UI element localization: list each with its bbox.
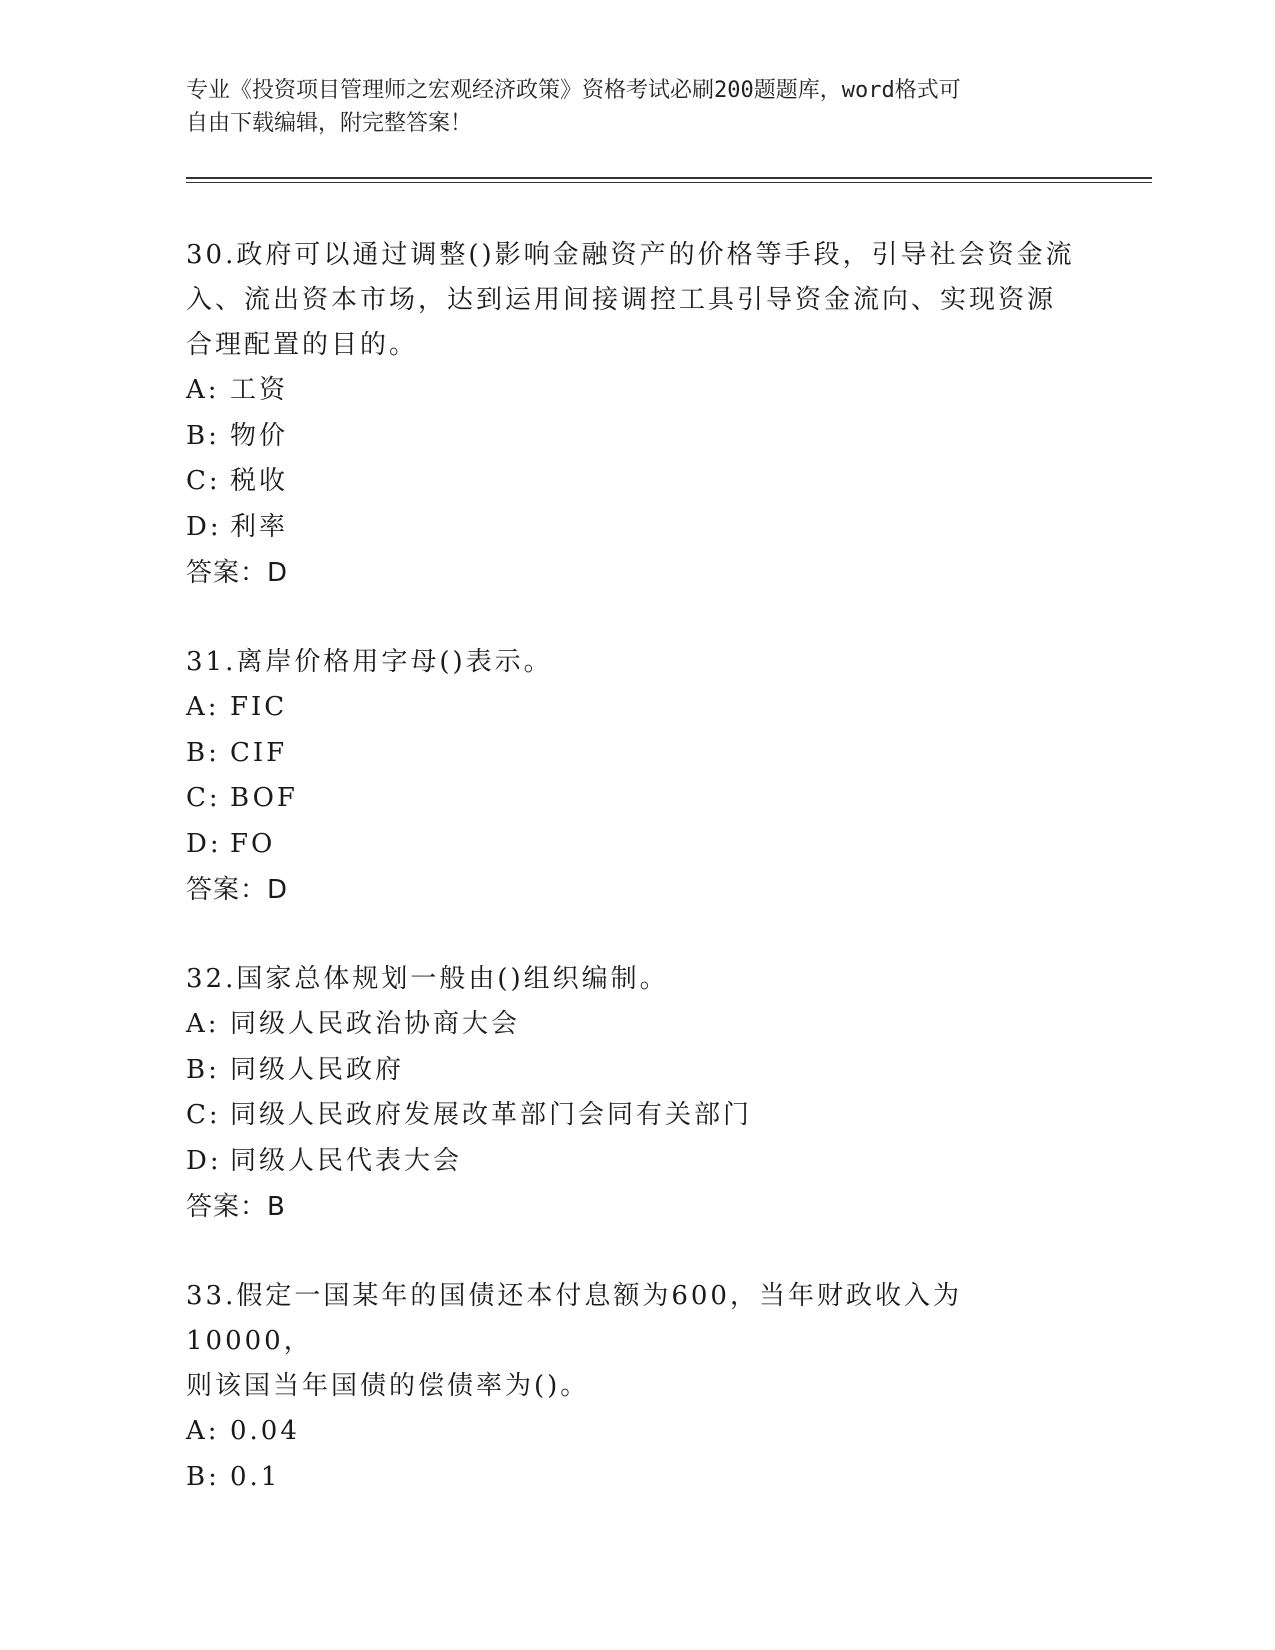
option-label: C:: [186, 783, 221, 813]
answer-option: [186, 505, 1086, 551]
option-label: A:: [186, 1416, 220, 1446]
option-label: A:: [186, 692, 220, 722]
option-label: B:: [186, 737, 220, 768]
answer-option: [186, 368, 1086, 414]
option-text: 0.1: [230, 1461, 281, 1492]
question-block: [186, 640, 1086, 913]
option-text: BOF: [230, 783, 298, 813]
answer-option: [186, 731, 1086, 777]
option-label: A:: [186, 375, 220, 405]
option-text: 同级人民政治协商大会: [230, 1009, 521, 1039]
header-divider-bottom: [186, 182, 1152, 183]
header-line-2: 自由下载编辑，附完整答案！: [186, 111, 473, 136]
question-stem-line: 32.国家总体规划一般由()组织编制。: [186, 964, 669, 994]
question-stem-line: 入、流出资本市场，达到运用间接调控工具引导资金流向、实现资源: [186, 285, 1057, 315]
option-label: C:: [186, 1100, 221, 1130]
answer-key: 答案：D: [186, 558, 289, 588]
answer-option: [186, 414, 1086, 460]
answer-option: [186, 1048, 1086, 1094]
answer-option: [186, 776, 1086, 822]
option-text: 同级人民政府: [230, 1054, 405, 1085]
option-label: B:: [186, 1054, 220, 1085]
option-text: 0.04: [230, 1416, 300, 1446]
question-stem-line: 30.政府可以通过调整()影响金融资产的价格等手段，引导社会资金流: [186, 240, 1075, 270]
answer-option: [186, 1093, 1086, 1139]
question-block: [186, 957, 1086, 1230]
option-label: C:: [186, 466, 221, 496]
option-text: 税收: [230, 466, 289, 496]
option-text: 物价: [230, 420, 289, 451]
option-label: D:: [186, 1145, 222, 1176]
option-text: 同级人民代表大会: [230, 1145, 463, 1176]
answer-option: [186, 1139, 1086, 1185]
option-label: A:: [186, 1009, 220, 1039]
question-stem-line: 33.假定一国某年的国债还本付息额为600，当年财政收入为10000，: [186, 1281, 962, 1356]
option-text: 工资: [230, 375, 289, 405]
answer-key: 答案：D: [186, 875, 289, 905]
answer-option: [186, 1409, 1086, 1455]
option-text: FO: [230, 828, 276, 859]
question-block: [186, 1274, 1086, 1500]
option-label: B:: [186, 420, 220, 451]
option-text: 利率: [230, 511, 289, 542]
question-list: [186, 233, 1086, 1544]
question-stem-line: 31.离岸价格用字母()表示。: [186, 647, 553, 677]
header-line-1: 专业《投资项目管理师之宏观经济政策》资格考试必刷200题题库，word格式可: [186, 78, 961, 103]
option-text: 同级人民政府发展改革部门会同有关部门: [230, 1100, 753, 1130]
header-divider-top: [186, 177, 1152, 179]
answer-option: [186, 685, 1086, 731]
question-stem-line: 合理配置的目的。: [186, 330, 419, 360]
option-label: D:: [186, 828, 222, 859]
document-header: [186, 74, 1086, 140]
answer-key: 答案：B: [186, 1192, 286, 1222]
answer-option: [186, 459, 1086, 505]
answer-option: [186, 1455, 1086, 1501]
question-stem-line: 则该国当年国债的偿债率为()。: [186, 1371, 590, 1401]
option-text: CIF: [230, 737, 288, 768]
answer-option: [186, 1002, 1086, 1048]
option-label: B:: [186, 1461, 220, 1492]
question-block: [186, 233, 1086, 596]
option-text: FIC: [230, 692, 288, 722]
answer-option: [186, 822, 1086, 868]
option-label: D:: [186, 511, 222, 542]
